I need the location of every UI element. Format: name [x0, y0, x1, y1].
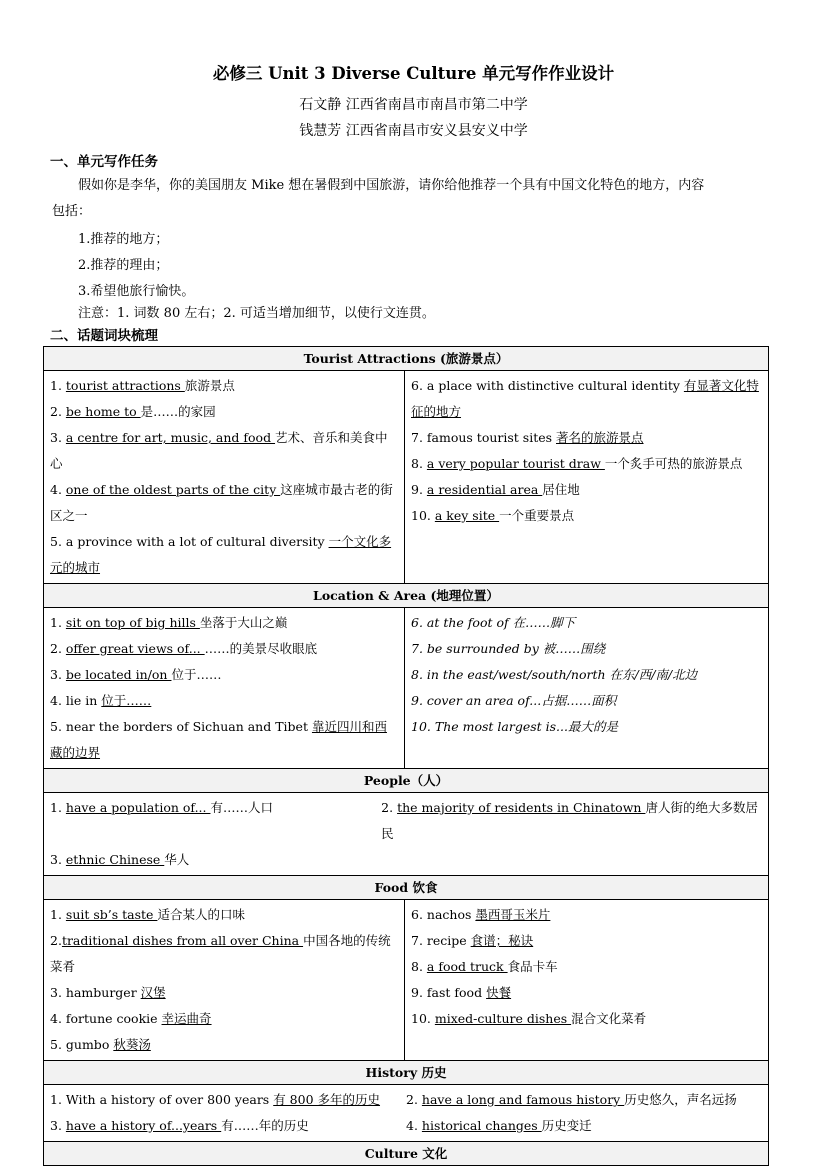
history-cell — [44, 1085, 769, 1142]
tourist-header: Tourist Attractions (旅游景点） — [44, 347, 769, 371]
list-item: 1. With a history of over 800 years 有 800 多年的历史 — [50, 1092, 381, 1107]
task-item-1: 1.推荐的地方； — [78, 232, 169, 247]
list-item: 5. a province with a lot of cultural diversity 一个文化多元的城市 — [50, 534, 392, 575]
section-heading-phrases: 二、话题词块梳理 — [50, 328, 158, 344]
list-item: 3. a centre for art, music, and food 艺术、音乐和美食中心 — [50, 430, 388, 471]
list-item: 2. be home to 是……的家园 — [50, 404, 216, 419]
list-item: 10. mixed-culture dishes 混合文化菜肴 — [411, 1011, 647, 1026]
list-item: 7. recipe 食谱；秘诀 — [411, 933, 534, 948]
list-item: 7. famous tourist sites 著名的旅游景点 — [411, 430, 644, 445]
food-right-cell — [405, 900, 769, 1061]
list-item: 8. a food truck 食品卡车 — [411, 959, 558, 974]
location-left-cell — [44, 608, 405, 769]
list-item: 3. have a history of...years 有……年的历史 — [50, 1118, 309, 1133]
people-header: People（人） — [44, 769, 769, 793]
tourist-right-cell — [405, 371, 769, 584]
author-line-2: 钱慧芳 江西省南昌市安义县安义中学 — [299, 123, 528, 139]
list-item: 3. hamburger 汉堡 — [50, 985, 166, 1000]
phrase-table — [43, 346, 769, 1166]
list-item: 1. have a population of... 有……人口 — [50, 800, 273, 815]
food-left-cell — [44, 900, 405, 1061]
list-item: 6. at the foot of 在……脚下 — [411, 615, 576, 630]
list-item: 6. a place with distinctive cultural identity 有显著文化特征的地方 — [411, 378, 759, 419]
section-heading-task: 一、单元写作任务 — [50, 154, 158, 170]
location-header: Location & Area (地理位置） — [44, 584, 769, 608]
list-item: 2.traditional dishes from all over China 中国各地的传统菜肴 — [50, 933, 391, 974]
list-item: 9. fast food 快餐 — [411, 985, 512, 1000]
list-item: 10. a key site 一个重要景点 — [411, 508, 575, 523]
list-item: 3. ethnic Chinese 华人 — [50, 852, 190, 867]
list-item: 3. be located in/on 位于…… — [50, 667, 222, 682]
list-item: 7. be surrounded by 被……围绕 — [411, 641, 606, 656]
author-line-1: 石文静 江西省南昌市南昌市第二中学 — [299, 97, 528, 113]
list-item: 9. cover an area of...占据……面积 — [411, 693, 617, 708]
task-item-3: 3.希望他旅行愉快。 — [78, 284, 195, 299]
list-item: 2. the majority of residents in Chinatown 唐人街的绝大多数居民 — [381, 800, 758, 841]
list-item: 2. have a long and famous history 历史悠久，声名远扬 — [406, 1092, 737, 1107]
list-item: 2. offer great views of... ……的美景尽收眼底 — [50, 641, 318, 656]
history-header: History 历史 — [44, 1061, 769, 1085]
food-header: Food 饮食 — [44, 876, 769, 900]
task-intro-line1: 假如你是李华，你的美国朋友 Mike 想在暑假到中国旅游，请你给他推荐一个具有中国文化特色的地方，内容 — [78, 178, 705, 193]
culture-header: Culture 文化 — [44, 1142, 769, 1166]
list-item: 4. lie in 位于…… — [50, 693, 152, 708]
task-intro-line2: 包括： — [52, 204, 92, 219]
list-item: 1. sit on top of big hills 坐落于大山之巅 — [50, 615, 288, 630]
list-item: 10. The most largest is...最大的是 — [411, 719, 618, 734]
location-right-cell — [405, 608, 769, 769]
list-item: 1. suit sb’s taste 适合某人的口味 — [50, 907, 245, 922]
list-item: 9. a residential area 居住地 — [411, 482, 580, 497]
people-cell — [44, 793, 769, 876]
list-item: 5. near the borders of Sichuan and Tibet 靠近四川和西藏的边界 — [50, 719, 387, 760]
task-note: 注意：1. 词数 80 左右；2. 可适当增加细节，以使行文连贯。 — [78, 306, 435, 321]
list-item: 8. a very popular tourist draw 一个炙手可热的旅游景点 — [411, 456, 743, 471]
list-item: 8. in the east/west/south/north 在东/西/南/北边 — [411, 667, 698, 682]
list-item: 6. nachos 墨西哥玉米片 — [411, 907, 551, 922]
tourist-left-cell — [44, 371, 405, 584]
list-item: 4. one of the oldest parts of the city 这座城市最古老的街区之一 — [50, 482, 393, 523]
list-item: 4. fortune cookie 幸运曲奇 — [50, 1011, 212, 1026]
task-item-2: 2.推荐的理由； — [78, 258, 169, 273]
list-item: 1. tourist attractions 旅游景点 — [50, 378, 235, 393]
list-item: 5. gumbo 秋葵汤 — [50, 1037, 151, 1052]
list-item: 4. historical changes 历史变迁 — [406, 1118, 592, 1133]
document-title: 必修三 Unit 3 Diverse Culture 单元写作作业设计 — [212, 64, 615, 83]
